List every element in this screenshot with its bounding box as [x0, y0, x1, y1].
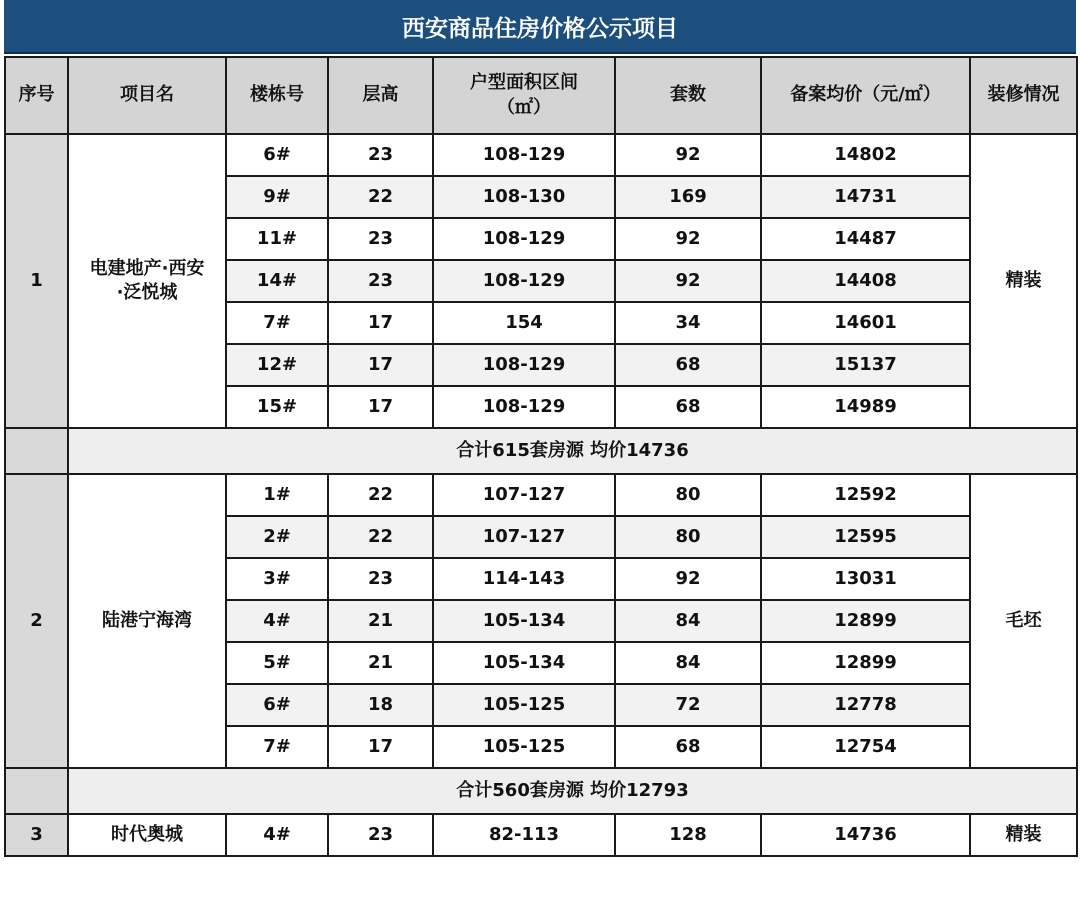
cell-floors: 17 — [328, 344, 433, 386]
cell-area: 108-129 — [433, 260, 615, 302]
cell-price: 14802 — [761, 134, 970, 176]
cell-floors: 23 — [328, 218, 433, 260]
cell-area: 114-143 — [433, 558, 615, 600]
cell-units: 68 — [615, 726, 761, 768]
cell-units: 92 — [615, 558, 761, 600]
cell-floors: 17 — [328, 726, 433, 768]
cell-price: 15137 — [761, 344, 970, 386]
summary-row — [5, 768, 1077, 814]
cell-area: 105-134 — [433, 600, 615, 642]
cell-units: 84 — [615, 642, 761, 684]
cell-price: 13031 — [761, 558, 970, 600]
cell-floors: 21 — [328, 600, 433, 642]
cell-floors: 22 — [328, 474, 433, 516]
cell-area: 108-129 — [433, 386, 615, 428]
cell-price: 12754 — [761, 726, 970, 768]
cell-units: 92 — [615, 134, 761, 176]
summary-index-cell — [5, 768, 68, 814]
cell-price: 14601 — [761, 302, 970, 344]
cell-price: 14731 — [761, 176, 970, 218]
cell-price: 14736 — [761, 814, 970, 856]
header-row — [5, 57, 1077, 134]
cell-area: 107-127 — [433, 516, 615, 558]
cell-units: 80 — [615, 516, 761, 558]
cell-building: 15# — [226, 386, 328, 428]
cell-units: 72 — [615, 684, 761, 726]
summary-row — [5, 428, 1077, 474]
cell-units: 84 — [615, 600, 761, 642]
cell-price: 12595 — [761, 516, 970, 558]
table-body — [5, 134, 1077, 856]
price-table — [4, 56, 1078, 857]
cell-area: 105-125 — [433, 684, 615, 726]
cell-price: 12899 — [761, 642, 970, 684]
header-area: 户型面积区间 （㎡） — [433, 57, 615, 134]
header-project-name: 项目名 — [68, 57, 226, 134]
summary-text: 合计615套房源 均价14736 — [68, 428, 1077, 474]
cell-price: 14487 — [761, 218, 970, 260]
cell-area: 108-129 — [433, 344, 615, 386]
project-name: 时代奥城 — [68, 814, 226, 856]
cell-floors: 17 — [328, 386, 433, 428]
header-decoration: 装修情况 — [970, 57, 1077, 134]
cell-floors: 17 — [328, 302, 433, 344]
cell-units: 92 — [615, 260, 761, 302]
cell-area: 105-134 — [433, 642, 615, 684]
cell-building: 11# — [226, 218, 328, 260]
project-name: 陆港宁海湾 — [68, 474, 226, 768]
project-index: 1 — [5, 134, 68, 428]
project-name: 电建地产·西安 ·泛悦城 — [68, 134, 226, 428]
table-row — [5, 814, 1077, 856]
cell-units: 34 — [615, 302, 761, 344]
cell-building: 3# — [226, 558, 328, 600]
cell-building: 14# — [226, 260, 328, 302]
cell-floors: 23 — [328, 814, 433, 856]
cell-area: 108-129 — [433, 218, 615, 260]
summary-text: 合计560套房源 均价12793 — [68, 768, 1077, 814]
cell-floors: 23 — [328, 260, 433, 302]
table-title: 西安商品住房价格公示项目 — [4, 0, 1076, 54]
cell-building: 2# — [226, 516, 328, 558]
cell-area: 107-127 — [433, 474, 615, 516]
cell-building: 7# — [226, 302, 328, 344]
table-row — [5, 134, 1077, 176]
project-decoration: 毛坯 — [970, 474, 1077, 768]
header-index: 序号 — [5, 57, 68, 134]
cell-units: 80 — [615, 474, 761, 516]
header-floors: 层高 — [328, 57, 433, 134]
cell-price: 12592 — [761, 474, 970, 516]
project-decoration: 精装 — [970, 814, 1077, 856]
cell-building: 4# — [226, 814, 328, 856]
cell-area: 82-113 — [433, 814, 615, 856]
cell-floors: 23 — [328, 558, 433, 600]
summary-index-cell — [5, 428, 68, 474]
cell-floors: 22 — [328, 176, 433, 218]
cell-price: 12899 — [761, 600, 970, 642]
project-index: 2 — [5, 474, 68, 768]
cell-floors: 22 — [328, 516, 433, 558]
cell-building: 1# — [226, 474, 328, 516]
cell-units: 68 — [615, 386, 761, 428]
cell-building: 6# — [226, 134, 328, 176]
cell-floors: 21 — [328, 642, 433, 684]
header-units: 套数 — [615, 57, 761, 134]
cell-price: 14989 — [761, 386, 970, 428]
cell-building: 5# — [226, 642, 328, 684]
cell-units: 68 — [615, 344, 761, 386]
cell-floors: 23 — [328, 134, 433, 176]
table-row — [5, 474, 1077, 516]
cell-units: 169 — [615, 176, 761, 218]
cell-area: 108-130 — [433, 176, 615, 218]
cell-building: 9# — [226, 176, 328, 218]
cell-units: 92 — [615, 218, 761, 260]
project-index: 3 — [5, 814, 68, 856]
cell-area: 154 — [433, 302, 615, 344]
cell-building: 12# — [226, 344, 328, 386]
cell-building: 4# — [226, 600, 328, 642]
cell-price: 14408 — [761, 260, 970, 302]
cell-building: 6# — [226, 684, 328, 726]
header-price: 备案均价（元/㎡） — [761, 57, 970, 134]
cell-floors: 18 — [328, 684, 433, 726]
cell-area: 105-125 — [433, 726, 615, 768]
cell-building: 7# — [226, 726, 328, 768]
project-decoration: 精装 — [970, 134, 1077, 428]
cell-price: 12778 — [761, 684, 970, 726]
cell-units: 128 — [615, 814, 761, 856]
cell-area: 108-129 — [433, 134, 615, 176]
header-building: 楼栋号 — [226, 57, 328, 134]
